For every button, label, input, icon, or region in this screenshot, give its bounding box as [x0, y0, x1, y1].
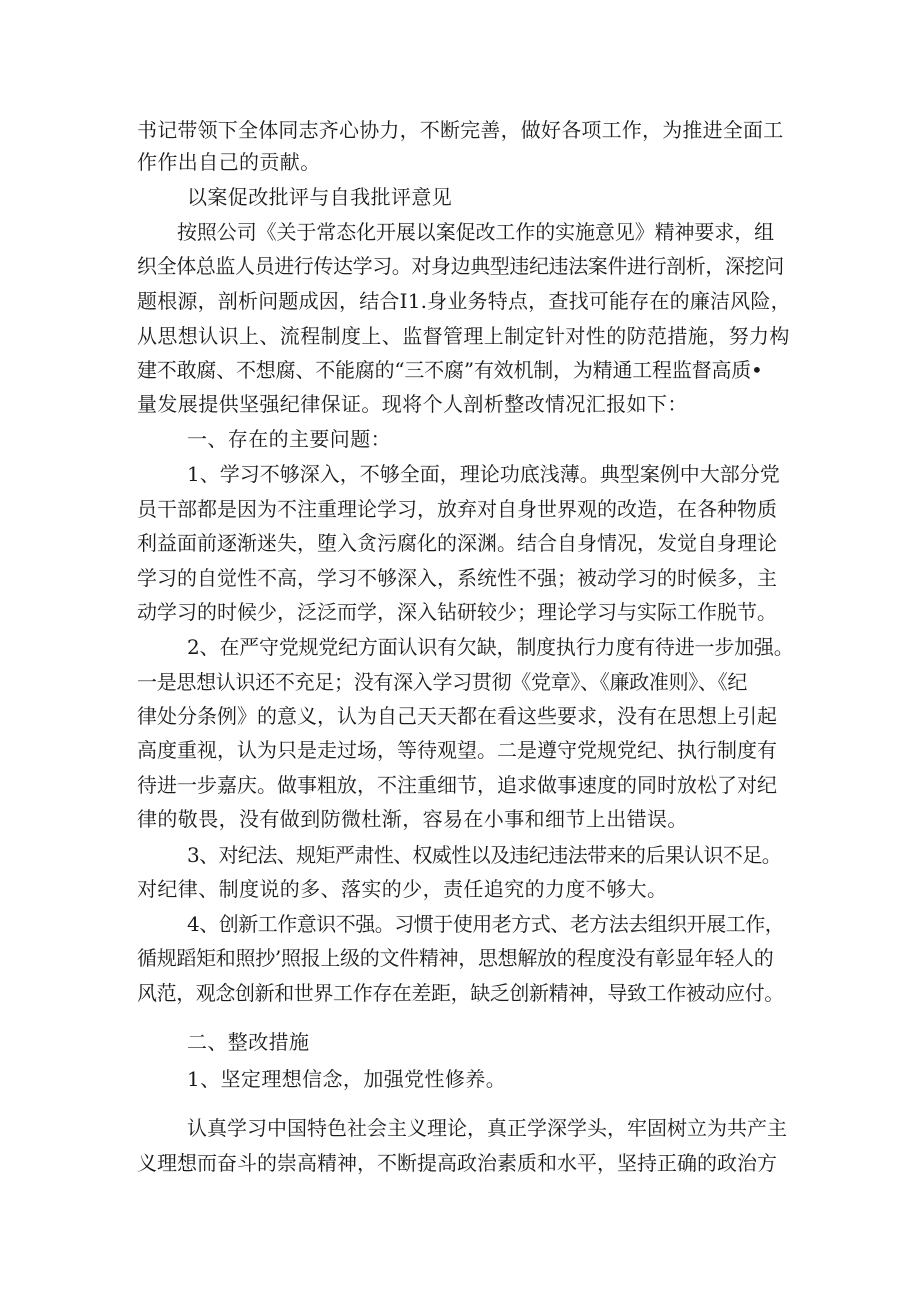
- text-line: 认真学习中国特色社会主义理论，真正学深学头，牢固树立为共产主: [187, 1116, 787, 1140]
- text-line: 3、对纪法、规矩严肃性、权威性以及违纪违法带来的后果认识不足。: [187, 843, 782, 867]
- text-line: 待进一步嘉庆。做事粗放，不注重细节，追求做事速度的同时放松了对纪: [137, 773, 777, 797]
- text-line: 律的敬畏，没有做到防微杜渐，容易在小事和细节上出错误。: [137, 807, 688, 831]
- text-line: 高度重视，认为只是走过场，等待观望。二是遵守党规党纪、执行制度有: [137, 738, 777, 762]
- text-line: 建不敢腐、不想腐、不能腐的“三不腐”有效机制，为精通工程监督高质•: [137, 358, 763, 382]
- text-line: 义理想而奋斗的崇高精神，不断提高政治素质和水平，坚持正确的政治方: [137, 1151, 777, 1175]
- text-line: 1、学习不够深入，不够全面，理论功底浅薄。典型案例中大部分党: [187, 462, 780, 486]
- text-line: 4、创新工作意识不强。习惯于使用老方式、老方法去组织开展工作，: [187, 912, 785, 936]
- text-line: 题根源，剖析问题成因，结合I1.身业务特点，查找可能存在的廉洁风险，: [137, 289, 791, 313]
- text-line: 量发展提供坚强纪律保证。现将个人剖析整改情况汇报如下：: [137, 392, 688, 416]
- text-line: 风范，观念创新和世界工作存在差距，缺乏创新精神，导致工作被动应付。: [137, 981, 784, 1005]
- text-line: 织全体总监人员进行传达学习。对身边典型违纪违法案件进行剖析，深挖问: [137, 254, 784, 278]
- text-line: 作作出自己的贡献。: [137, 150, 321, 174]
- section-title: 以案促改批评与自我批评意见: [187, 185, 453, 209]
- text-line: 员干部都是因为不注重理论学习，放弃对自身世界观的改造，在各种物质: [137, 497, 777, 521]
- text-line: 一是思想认识还不充足；没有深入学习贯彻《党章》、《廉政准则》、《纪: [137, 670, 748, 694]
- text-line: 律处分条例》的意义，认为自己天天都在看这些要求，没有在思想上引起: [137, 704, 777, 728]
- text-line: 循规蹈矩和照抄’照报上级的文件精神，思想解放的程度没有彰显年轻人的: [137, 946, 774, 970]
- text-line: 对纪律、制度说的多、落实的少，责任追究的力度不够大。: [137, 877, 668, 901]
- text-line: 书记带领下全体同志齐心协力，不断完善，做好各项工作，为推进全面工: [137, 118, 784, 142]
- text-line: 1、坚定理想信念，加强党性修养。: [187, 1067, 507, 1091]
- section-heading: 二、整改措施: [187, 1030, 310, 1054]
- text-line: 利益面前逐渐迷失，堕入贪污腐化的深渊。结合自身情况，发觉自身理论: [137, 531, 777, 555]
- text-line: 动学习的时候少，泛泛而学，深入钻研较少；理论学习与实际工作脱节。: [137, 600, 777, 624]
- text-line: 按照公司《关于常态化开展以案促改工作的实施意见》精神要求，组: [177, 220, 774, 244]
- section-heading: 一、存在的主要问题：: [187, 427, 391, 451]
- text-line: 学习的自觉性不高，学习不够深入，系统性不强；被动学习的时候多，主: [137, 566, 777, 590]
- text-line: 2、在严守党规党纪方面认识有欠缺，制度执行力度有待进一步加强。: [187, 635, 794, 659]
- text-line: 从思想认识上、流程制度上、监督管理上制定针对性的防范措施，努力构: [137, 324, 790, 348]
